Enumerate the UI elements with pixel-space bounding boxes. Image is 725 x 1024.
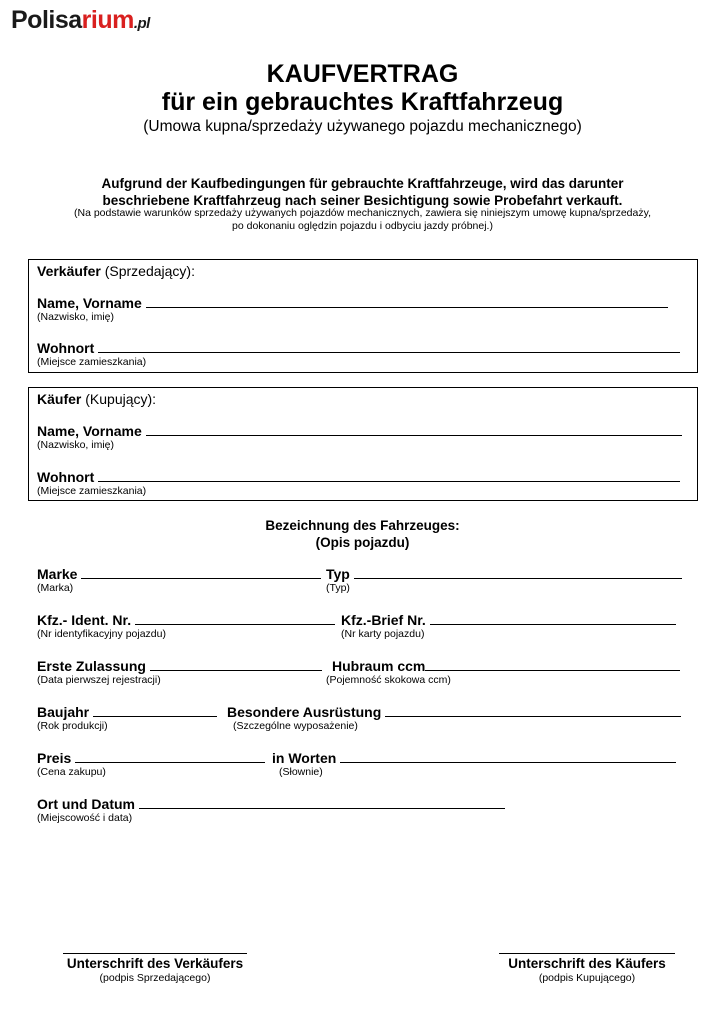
seller-heading-pl: (Sprzedający):: [104, 263, 195, 279]
make-row: [37, 566, 321, 582]
buyer-address-row: [37, 469, 680, 485]
intro-pl-line-1: (Na podstawie warunków sprzedaży używanych pojazdów mechanicznych, zawiera się niniejszym umowę kupna/sprzedaży,: [74, 207, 651, 219]
polisarium-logo: [11, 6, 150, 35]
buyer-signature-line[interactable]: [499, 952, 675, 954]
year-label: Baujahr: [37, 704, 90, 720]
place-date-row: [37, 796, 505, 812]
buyer-name-label: Name, Vorname: [37, 423, 142, 439]
buyer-heading-pl: (Kupujący):: [85, 391, 157, 407]
seller-name-label: Name, Vorname: [37, 295, 142, 311]
logo-part-1: Polisa: [11, 6, 82, 34]
type-label: Typ: [326, 566, 350, 582]
seller-signature-pl: (podpis Sprzedającego): [99, 972, 211, 984]
price-row: [37, 750, 265, 766]
buyer-signature-label: Unterschrift des Käufers: [508, 956, 666, 971]
seller-address-field[interactable]: [98, 340, 680, 353]
seller-heading: [37, 263, 195, 279]
seller-name-field[interactable]: [146, 295, 668, 308]
buyer-address-label: Wohnort: [37, 469, 95, 485]
buyer-address-pl: (Miejsce zamieszkania): [37, 485, 147, 497]
vin-field[interactable]: [135, 612, 335, 625]
intro-de-line-1: Aufgrund der Kaufbedingungen für gebrauchte Kraftfahrzeuge, wird das darunter: [101, 176, 624, 191]
seller-name-row: [37, 295, 668, 311]
seller-signature-label: Unterschrift des Verkäufers: [66, 956, 244, 971]
price-field[interactable]: [75, 750, 265, 763]
registration-field[interactable]: [150, 658, 322, 671]
seller-address-label: Wohnort: [37, 340, 95, 356]
place-date-label: Ort und Datum: [37, 796, 135, 812]
displacement-pl: (Pojemność skokowa ccm): [326, 674, 451, 686]
vin-label: Kfz.- Ident. Nr.: [37, 612, 132, 628]
brief-label: Kfz.-Brief Nr.: [341, 612, 426, 628]
buyer-address-field[interactable]: [98, 469, 680, 482]
document-title: KAUFVERTRAG: [266, 60, 459, 88]
brief-field[interactable]: [430, 612, 676, 625]
buyer-name-row: [37, 423, 682, 439]
make-field[interactable]: [81, 566, 321, 579]
equipment-label: Besondere Ausrüstung: [227, 704, 382, 720]
seller-address-pl: (Miejsce zamieszkania): [37, 356, 147, 368]
type-row: [326, 566, 682, 582]
make-pl: (Marka): [37, 582, 74, 594]
year-pl: (Rok produkcji): [37, 720, 108, 732]
logo-part-2: rium: [81, 6, 134, 34]
brief-row: [341, 612, 676, 628]
intro-pl-line-2: po dokonaniu oględzin pojazdu i odbyciu jazdy próbnej.): [232, 220, 493, 232]
seller-heading-de: Verkäufer: [37, 263, 101, 279]
brief-pl: (Nr karty pojazdu): [341, 628, 425, 640]
in-words-pl: (Słownie): [279, 766, 323, 778]
type-field[interactable]: [354, 566, 682, 579]
equipment-field[interactable]: [385, 704, 681, 717]
displacement-row: [332, 658, 680, 674]
price-pl: (Cena zakupu): [37, 766, 106, 778]
intro-german: [20, 175, 705, 209]
year-field[interactable]: [93, 704, 217, 717]
registration-label: Erste Zulassung: [37, 658, 146, 674]
vehicle-heading: [0, 517, 725, 551]
document-title-pl: (Umowa kupna/sprzedaży używanego pojazdu mechanicznego): [143, 118, 582, 135]
place-date-field[interactable]: [139, 796, 505, 809]
in-words-label: in Worten: [272, 750, 337, 766]
buyer-name-field[interactable]: [146, 423, 682, 436]
seller-address-row: [37, 340, 680, 356]
in-words-field[interactable]: [340, 750, 676, 763]
buyer-signature-pl: (podpis Kupującego): [538, 972, 636, 984]
vehicle-heading-pl: (Opis pojazdu): [315, 535, 410, 550]
vin-pl: (Nr identyfikacyjny pojazdu): [37, 628, 166, 640]
buyer-heading: [37, 391, 156, 407]
registration-row: [37, 658, 322, 674]
vin-row: [37, 612, 335, 628]
document-subtitle: für ein gebrauchtes Kraftfahrzeug: [161, 88, 564, 116]
seller-name-pl: (Nazwisko, imię): [37, 311, 115, 323]
buyer-name-pl: (Nazwisko, imię): [37, 439, 115, 451]
place-date-pl: (Miejscowość i data): [37, 812, 133, 824]
logo-part-3: .pl: [133, 15, 150, 32]
buyer-heading-de: Käufer: [37, 391, 82, 407]
type-pl: (Typ): [326, 582, 350, 594]
price-label: Preis: [37, 750, 72, 766]
registration-pl: (Data pierwszej rejestracji): [37, 674, 161, 686]
equipment-pl: (Szczególne wyposażenie): [233, 720, 358, 732]
intro-de-line-2: beschriebene Kraftfahrzeug nach seiner Besichtigung sowie Probefahrt verkauft.: [102, 193, 623, 208]
make-label: Marke: [37, 566, 78, 582]
displacement-field[interactable]: [425, 658, 680, 671]
in-words-row: [272, 750, 676, 766]
year-row: [37, 704, 217, 720]
vehicle-heading-de: Bezeichnung des Fahrzeuges:: [265, 518, 460, 533]
seller-signature-line[interactable]: [63, 952, 247, 954]
equipment-row: [227, 704, 681, 720]
intro-polish: [20, 207, 705, 233]
displacement-label: Hubraum ccm: [332, 658, 426, 674]
